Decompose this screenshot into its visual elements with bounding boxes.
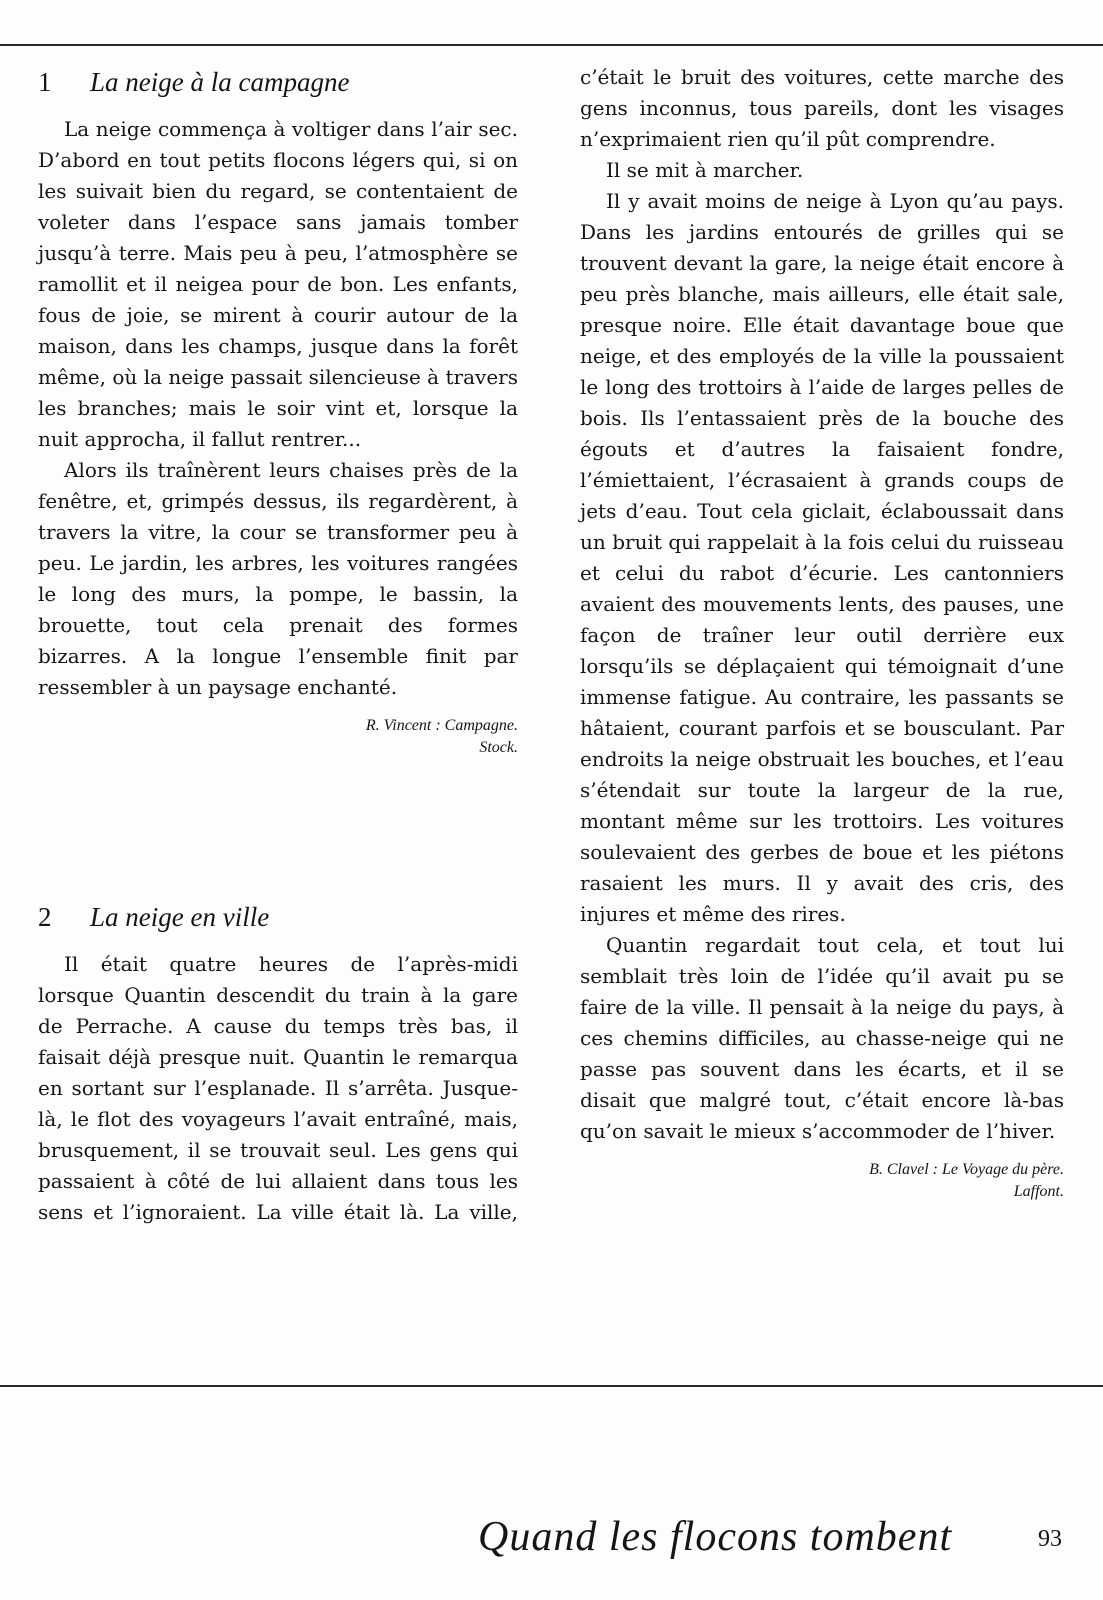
- section-1-source-publisher: Stock.: [479, 739, 518, 756]
- section-2-paragraph-2: Il se mit à marcher.: [606, 158, 804, 182]
- section-2-paragraph-4: Quantin regardait tout cela, et tout lui semblait très loin de l’idée qu’il avait pu se faire de la ville. Il pensait à la neige du pays, à ces chemins difficiles, au chasse-neige qui ne passe pas souvent dans les écarts, et il se disait que malgré tout, c’était encore là-bas qu’on savait le mieux s’accommoder de l’hiver.: [580, 933, 1064, 1143]
- section-1-source: [38, 715, 518, 759]
- section-2-paragraph-1: Il était quatre heures de l’après-midi lorsque Quantin descendit du train à la gare de Perrache. A cause du temps très bas, il faisait déjà presque nuit. Quantin le remarqua en sortant sur l’esplanade. Il s’arrêta. Jusque-là, le flot des voyageurs l’avait entraîné, mais, brusquement, il se trouvait seul. Les gens qui passaient à côté de lui allaient dans tous les sens et l’ignoraient. La ville était là. La ville,: [38, 952, 518, 1224]
- left-column: [38, 62, 518, 1228]
- section-1-source-author: R. Vincent : Campagne.: [365, 717, 518, 734]
- section-1-number: 1: [38, 67, 52, 97]
- section-2-source: [580, 1159, 1064, 1203]
- bottom-rule: [0, 1385, 1103, 1387]
- section-2-source-author: B. Clavel : Le Voyage du père.: [869, 1161, 1064, 1178]
- column-gap: [38, 759, 518, 897]
- page-number: 93: [1038, 1526, 1062, 1552]
- section-2-number: 2: [38, 902, 52, 932]
- section-2-title: La neige en ville: [90, 902, 270, 932]
- section-2-source-publisher: Laffont.: [1013, 1183, 1064, 1200]
- section-1-paragraph-1: La neige commença à voltiger dans l’air sec. D’abord en tout petits flocons légers qui, si on les suivait bien du regard, se contentaient de voleter dans l’espace sans jamais tomber jusqu’à terre. Mais peu à peu, l’atmosphère se ramollit et il neigea pour de bon. Les enfants, fous de joie, se mirent à courir autour de la maison, dans les champs, jusque dans la forêt même, où la neige passait silencieuse à travers les branches; mais le soir vint et, lorsque la nuit approcha, il fallut rentrer...: [38, 117, 518, 451]
- section-2-paragraph-3: Il y avait moins de neige à Lyon qu’au pays. Dans les jardins entourés de grilles qui se trouvent devant la gare, la neige était encore à peu près blanche, mais ailleurs, elle était sale, presque noire. Elle était davantage boue que neige, et des employés de la ville la poussaient le long des trottoirs à l’aide de larges pelles de bois. Ils l’entassaient près de la bouche des égouts et d’autres la faisaient fondre, l’émiettaient, l’écrasaient à grands coups de jets d’eau. Tout cela giclait, éclaboussait dans un bruit qui rappelait à la fois celui du ruisseau et celui du rabot d’écurie. Les cantonniers avaient des mouvements lents, des pauses, une façon de traîner leur outil derrière eux lorsqu’ils se déplaçaient qui témoignait d’une immense fatigue. Au contraire, les passants se hâtaient, courant parfois et se bousculant. Par endroits la neige obstruait les bouches, et l’eau s’étendait sur toute la largeur de la rue, montant même sur les trottoirs. Les voitures soulevaient des gerbes de boue et les piétons rasaient les murs. Il y avait des cris, des injures et même des rires.: [580, 189, 1064, 926]
- section-2-paragraph-1-continued: c’était le bruit des voitures, cette marche des gens inconnus, tous pareils, dont les visages n’exprimaient rien qu’il pût comprendre.: [580, 65, 1064, 151]
- running-footer-title: Quand les flocons tombent: [478, 1514, 953, 1560]
- section-1-paragraph-2: Alors ils traînèrent leurs chaises près de la fenêtre, et, grimpés dessus, ils regardèrent, à travers la vitre, la cour se transformer peu à peu. Le jardin, les arbres, les voitures rangées le long des murs, la pompe, le bassin, la brouette, tout cela prenait des formes bizarres. A la longue l’ensemble finit par ressembler à un paysage enchanté.: [38, 458, 518, 699]
- section-2-heading: [38, 897, 518, 937]
- section-1-heading: [38, 62, 518, 102]
- top-rule: [0, 44, 1103, 46]
- section-1-title: La neige à la campagne: [90, 67, 350, 97]
- right-column: [580, 62, 1064, 1203]
